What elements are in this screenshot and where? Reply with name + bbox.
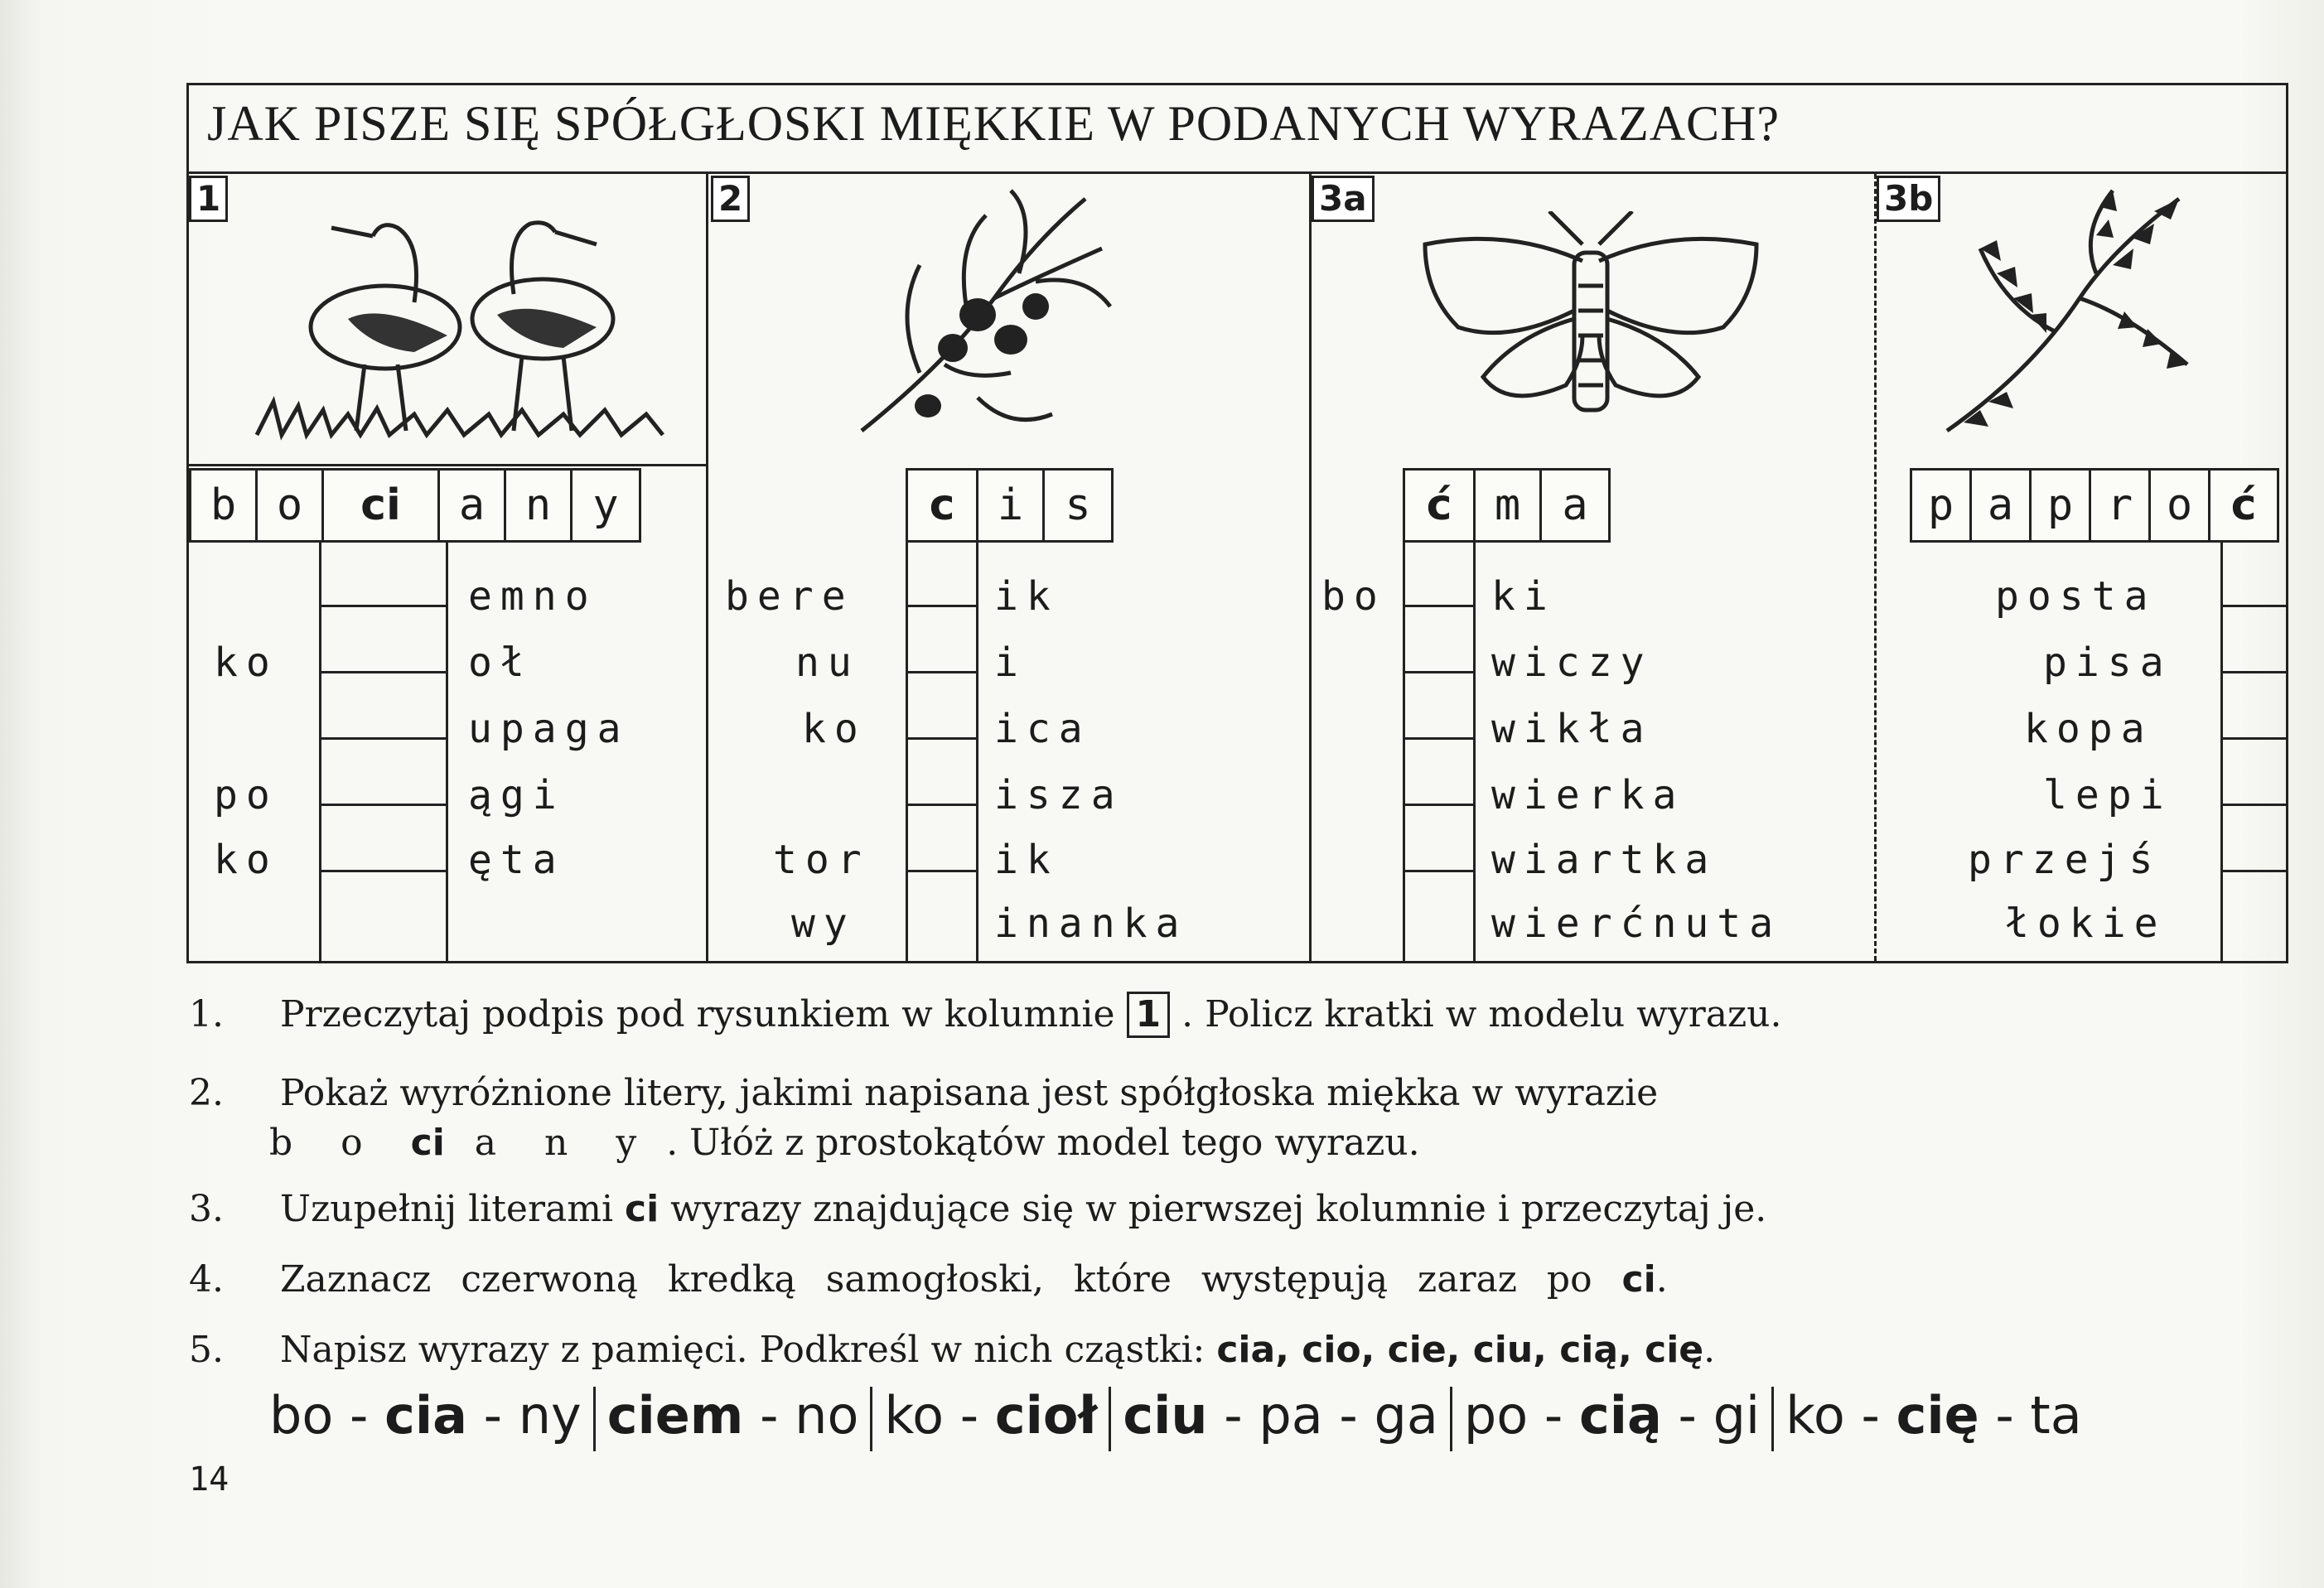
column-number-3b: 3b <box>1877 176 1940 222</box>
blank-slot[interactable] <box>1405 737 1473 740</box>
letter-box: a <box>440 471 506 540</box>
word-ending: ki <box>1491 573 1556 620</box>
blank-slot[interactable] <box>908 605 976 607</box>
word-model-cma <box>1403 468 1611 543</box>
letter-box-highlighted: ć <box>2230 480 2257 530</box>
column-divider <box>706 171 708 963</box>
blank-slot[interactable] <box>1405 804 1473 806</box>
letter-box: y <box>592 480 619 530</box>
word-start: pisa <box>2043 640 2172 686</box>
word-ending: wiartka <box>1491 837 1718 883</box>
word-start: kopa <box>2024 706 2153 752</box>
instruction-bold: ci <box>410 1122 445 1164</box>
word-start: łokie <box>2005 900 2167 947</box>
word-ending: upaga <box>468 706 630 752</box>
instruction-text: Zaznacz czerwoną kredką samogłoski, które występują zaraz po <box>279 1258 1622 1301</box>
instruction-text: . <box>1655 1258 1668 1301</box>
blank-slot[interactable] <box>321 605 446 607</box>
letter-box: i <box>978 471 1045 540</box>
word-ending: wiczy <box>1491 640 1653 686</box>
letter-box: o <box>258 471 324 540</box>
instruction-1 <box>189 990 1781 1040</box>
instruction-text: Uzupełnij literami <box>279 1188 626 1230</box>
moth-illustration <box>1408 211 1773 427</box>
word-ending: oł <box>468 640 533 686</box>
title-divider <box>186 171 2288 174</box>
column-number-2: 2 <box>711 176 750 222</box>
word-ending: ągi <box>468 772 565 818</box>
letter-box: p <box>2032 471 2091 540</box>
blank-slot[interactable] <box>321 804 446 806</box>
word-ending: ik <box>994 837 1059 883</box>
word-ending: wierćnuta <box>1491 900 1782 947</box>
letter-box: o <box>2151 471 2210 540</box>
instruction-number: 2. <box>189 1072 224 1114</box>
slot-column-line <box>446 540 448 963</box>
blank-slot[interactable] <box>2223 737 2286 740</box>
letter-box: m <box>1476 471 1542 540</box>
instruction-number: 1. <box>189 993 224 1035</box>
heather-branch-illustration <box>845 182 1119 456</box>
syllable-word: ko - cioł <box>884 1385 1098 1446</box>
word-ending: isza <box>994 772 1123 818</box>
instruction-text: b o <box>269 1122 411 1164</box>
word-prefix: ko <box>802 706 867 752</box>
word-ending: inanka <box>994 900 1188 947</box>
slot-column-line <box>1473 540 1476 963</box>
column-divider <box>1309 171 1312 963</box>
syllable-word: bo - cia - ny <box>269 1385 582 1446</box>
blank-slot[interactable] <box>2223 671 2286 673</box>
word-start: przejś <box>1968 837 2162 883</box>
letter-box: p <box>1912 471 1972 540</box>
instruction-number: 4. <box>189 1258 224 1301</box>
instruction-text: . <box>1703 1329 1716 1371</box>
column-number-1: 1 <box>189 176 228 222</box>
instruction-5 <box>189 1325 1715 1375</box>
blank-slot[interactable] <box>2223 804 2286 806</box>
letter-box: a <box>1972 471 2032 540</box>
blank-slot[interactable] <box>1405 605 1473 607</box>
syllable-word: ciu - pa - ga <box>1123 1385 1438 1446</box>
letter-box: r <box>2091 471 2151 540</box>
word-ending: wikła <box>1491 706 1653 752</box>
syllable-word: ciem - no <box>606 1385 859 1446</box>
column-number-3a: 3a <box>1312 176 1375 222</box>
blank-slot[interactable] <box>1405 671 1473 673</box>
instruction-bold: ci <box>1621 1258 1656 1301</box>
fern-illustration <box>1930 182 2204 456</box>
blank-slot[interactable] <box>2223 605 2286 607</box>
word-model-paproc <box>1910 468 2279 543</box>
blank-slot[interactable] <box>321 671 446 673</box>
letter-box: a <box>1562 480 1588 530</box>
column-divider-dashed <box>1874 174 1877 961</box>
blank-slot[interactable] <box>2223 870 2286 872</box>
instruction-4 <box>189 1255 1668 1305</box>
instruction-3 <box>189 1185 1766 1234</box>
slot-column-line <box>906 540 908 963</box>
blank-slot[interactable] <box>908 671 976 673</box>
slot-column-line <box>1403 540 1405 963</box>
word-prefix: po <box>214 772 278 818</box>
row-divider <box>186 464 706 466</box>
word-prefix: bo <box>1321 573 1386 620</box>
instruction-text: . Ułóż z prostokątów model tego wyrazu. <box>655 1122 1420 1164</box>
instruction-text: . Policz kratki w modelu wyrazu. <box>1181 993 1782 1035</box>
instruction-number: 3. <box>189 1188 224 1230</box>
instruction-text: Napisz wyrazy z pamięci. Podkreśl w nich cząstki: <box>279 1329 1217 1371</box>
word-ending: ęta <box>468 837 565 883</box>
blank-slot[interactable] <box>321 737 446 740</box>
blank-slot[interactable] <box>908 737 976 740</box>
blank-slot[interactable] <box>908 804 976 806</box>
instruction-text: Przeczytaj podpis pod rysunkiem w kolumnie <box>279 993 1115 1035</box>
exercise-title: JAK PISZE SIĘ SPÓŁGŁOSKI MIĘKKIE W PODANYCH WYRAZACH? <box>207 96 1780 151</box>
word-ending: ik <box>994 573 1059 620</box>
word-ending: ica <box>994 706 1091 752</box>
syllable-word: ko - cię - ta <box>1785 1385 2082 1446</box>
word-ending: emno <box>468 573 597 620</box>
letter-box-highlighted: c <box>908 471 978 540</box>
word-start: posta <box>1995 573 2157 620</box>
word-prefix: nu <box>795 640 860 686</box>
word-prefix: ko <box>214 837 278 883</box>
slot-column-line <box>319 540 321 963</box>
syllable-row <box>269 1385 2082 1451</box>
instruction-text: Pokaż wyróżnione litery, jakimi napisana jest spółgłoska miękka w wyrazie <box>279 1072 1659 1114</box>
word-model-cis <box>906 468 1114 543</box>
word-prefix: wy <box>791 900 856 947</box>
letter-box: n <box>506 471 573 540</box>
instruction-text: wyrazy znajdujące się w pierwszej kolumnie i przeczytaj je. <box>659 1188 1767 1230</box>
instruction-2-line2 <box>269 1118 1420 1168</box>
instruction-2 <box>189 1069 1658 1118</box>
slot-column-line <box>2220 540 2223 963</box>
letter-box-highlighted: ć <box>1405 471 1476 540</box>
instruction-text: a n y <box>444 1122 655 1164</box>
word-prefix: tor <box>773 837 870 883</box>
letter-box: b <box>191 471 258 540</box>
syllable-word: po - cią - gi <box>1463 1385 1761 1446</box>
letter-box: s <box>1065 480 1091 530</box>
column-ref-box: 1 <box>1127 992 1171 1038</box>
slot-column-line <box>976 540 978 963</box>
blank-slot[interactable] <box>321 870 446 872</box>
blank-slot[interactable] <box>908 870 976 872</box>
word-ending: wierka <box>1491 772 1685 818</box>
word-ending: i <box>994 640 1027 686</box>
word-prefix: bere <box>725 573 854 620</box>
blank-slot[interactable] <box>1405 870 1473 872</box>
storks-illustration <box>249 211 671 443</box>
word-start: lepi <box>2043 772 2172 818</box>
instruction-bold: cia, cio, cie, ciu, cią, cię <box>1216 1329 1704 1371</box>
letter-box-highlighted: ci <box>324 471 440 540</box>
word-prefix: ko <box>214 640 278 686</box>
instruction-bold: ci <box>625 1188 660 1230</box>
page-number: 14 <box>189 1460 230 1499</box>
instruction-number: 5. <box>189 1329 224 1371</box>
word-model-bocinay <box>189 468 641 543</box>
